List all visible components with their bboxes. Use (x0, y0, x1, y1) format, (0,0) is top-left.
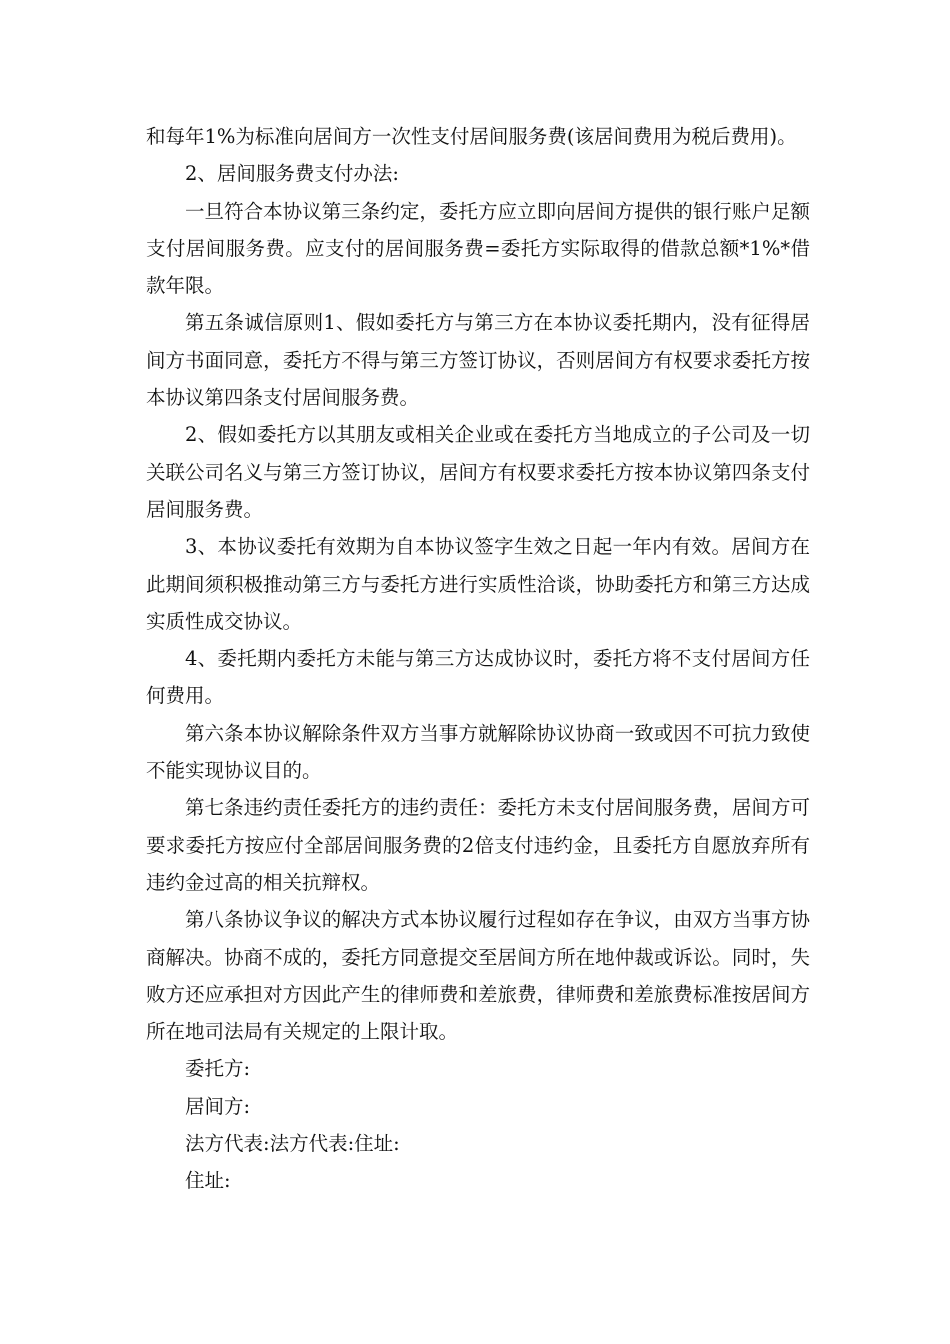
signature-address: 住址: (185, 1169, 231, 1193)
signature-legal-rep-address: 法方代表:法方代表:住址: (185, 1132, 400, 1156)
document-body (146, 118, 810, 1200)
signature-principal: 委托方: (185, 1057, 251, 1081)
paragraph-article-8: 第八条协议争议的解决方式本协议履行过程如存在争议，由双方当事方协商解决。协商不成的，委托方同意提交至居间方所在地仲裁或诉讼。同时，失败方还应承担对方因此产生的律师费和差旅费，律师费和差旅费标准按居间方所在地司法局有关规定的上限计取。 (146, 908, 810, 1044)
paragraph-payment-method-heading: 2、居间服务费支付办法: (185, 162, 399, 186)
paragraph-fee-standard-continued: 和每年1%为标准向居间方一次性支付居间服务费(该居间费用为税后费用)。 (146, 125, 797, 148)
paragraph-article-5-clause-4: 4、委托期内委托方未能与第三方达成协议时，委托方将不支付居间方任何费用。 (146, 647, 810, 708)
paragraph-article-6: 第六条本协议解除条件双方当事方就解除协议协商一致或因不可抗力致使不能实现协议目的。 (146, 721, 810, 783)
paragraph-article-5-clause-2: 2、假如委托方以其朋友或相关企业或在委托方当地成立的子公司及一切关联公司名义与第三方签订协议，居间方有权要求委托方按本协议第四条支付居间服务费。 (146, 423, 810, 521)
paragraph-payment-method: 一旦符合本协议第三条约定，委托方应立即向居间方提供的银行账户足额支付居间服务费。应支付的居间服务费=委托方实际取得的借款总额*1%*借款年限。 (146, 199, 810, 298)
paragraph-article-7: 第七条违约责任委托方的违约责任：委托方未支付居间服务费，居间方可要求委托方按应付全部居间服务费的2倍支付违约金，且委托方自愿放弃所有违约金过高的相关抗辩权。 (146, 796, 810, 894)
paragraph-article-5-clause-3: 3、本协议委托有效期为自本协议签字生效之日起一年内有效。居间方在此期间须积极推动第三方与委托方进行实质性洽谈，协助委托方和第三方达成实质性成交协议。 (146, 535, 810, 633)
paragraph-article-5-clause-1: 第五条诚信原则1、假如委托方与第三方在本协议委托期内，没有征得居间方书面同意，委托方不得与第三方签订协议，否则居间方有权要求委托方按本协议第四条支付居间服务费。 (146, 311, 810, 410)
signature-intermediary: 居间方: (185, 1094, 251, 1118)
